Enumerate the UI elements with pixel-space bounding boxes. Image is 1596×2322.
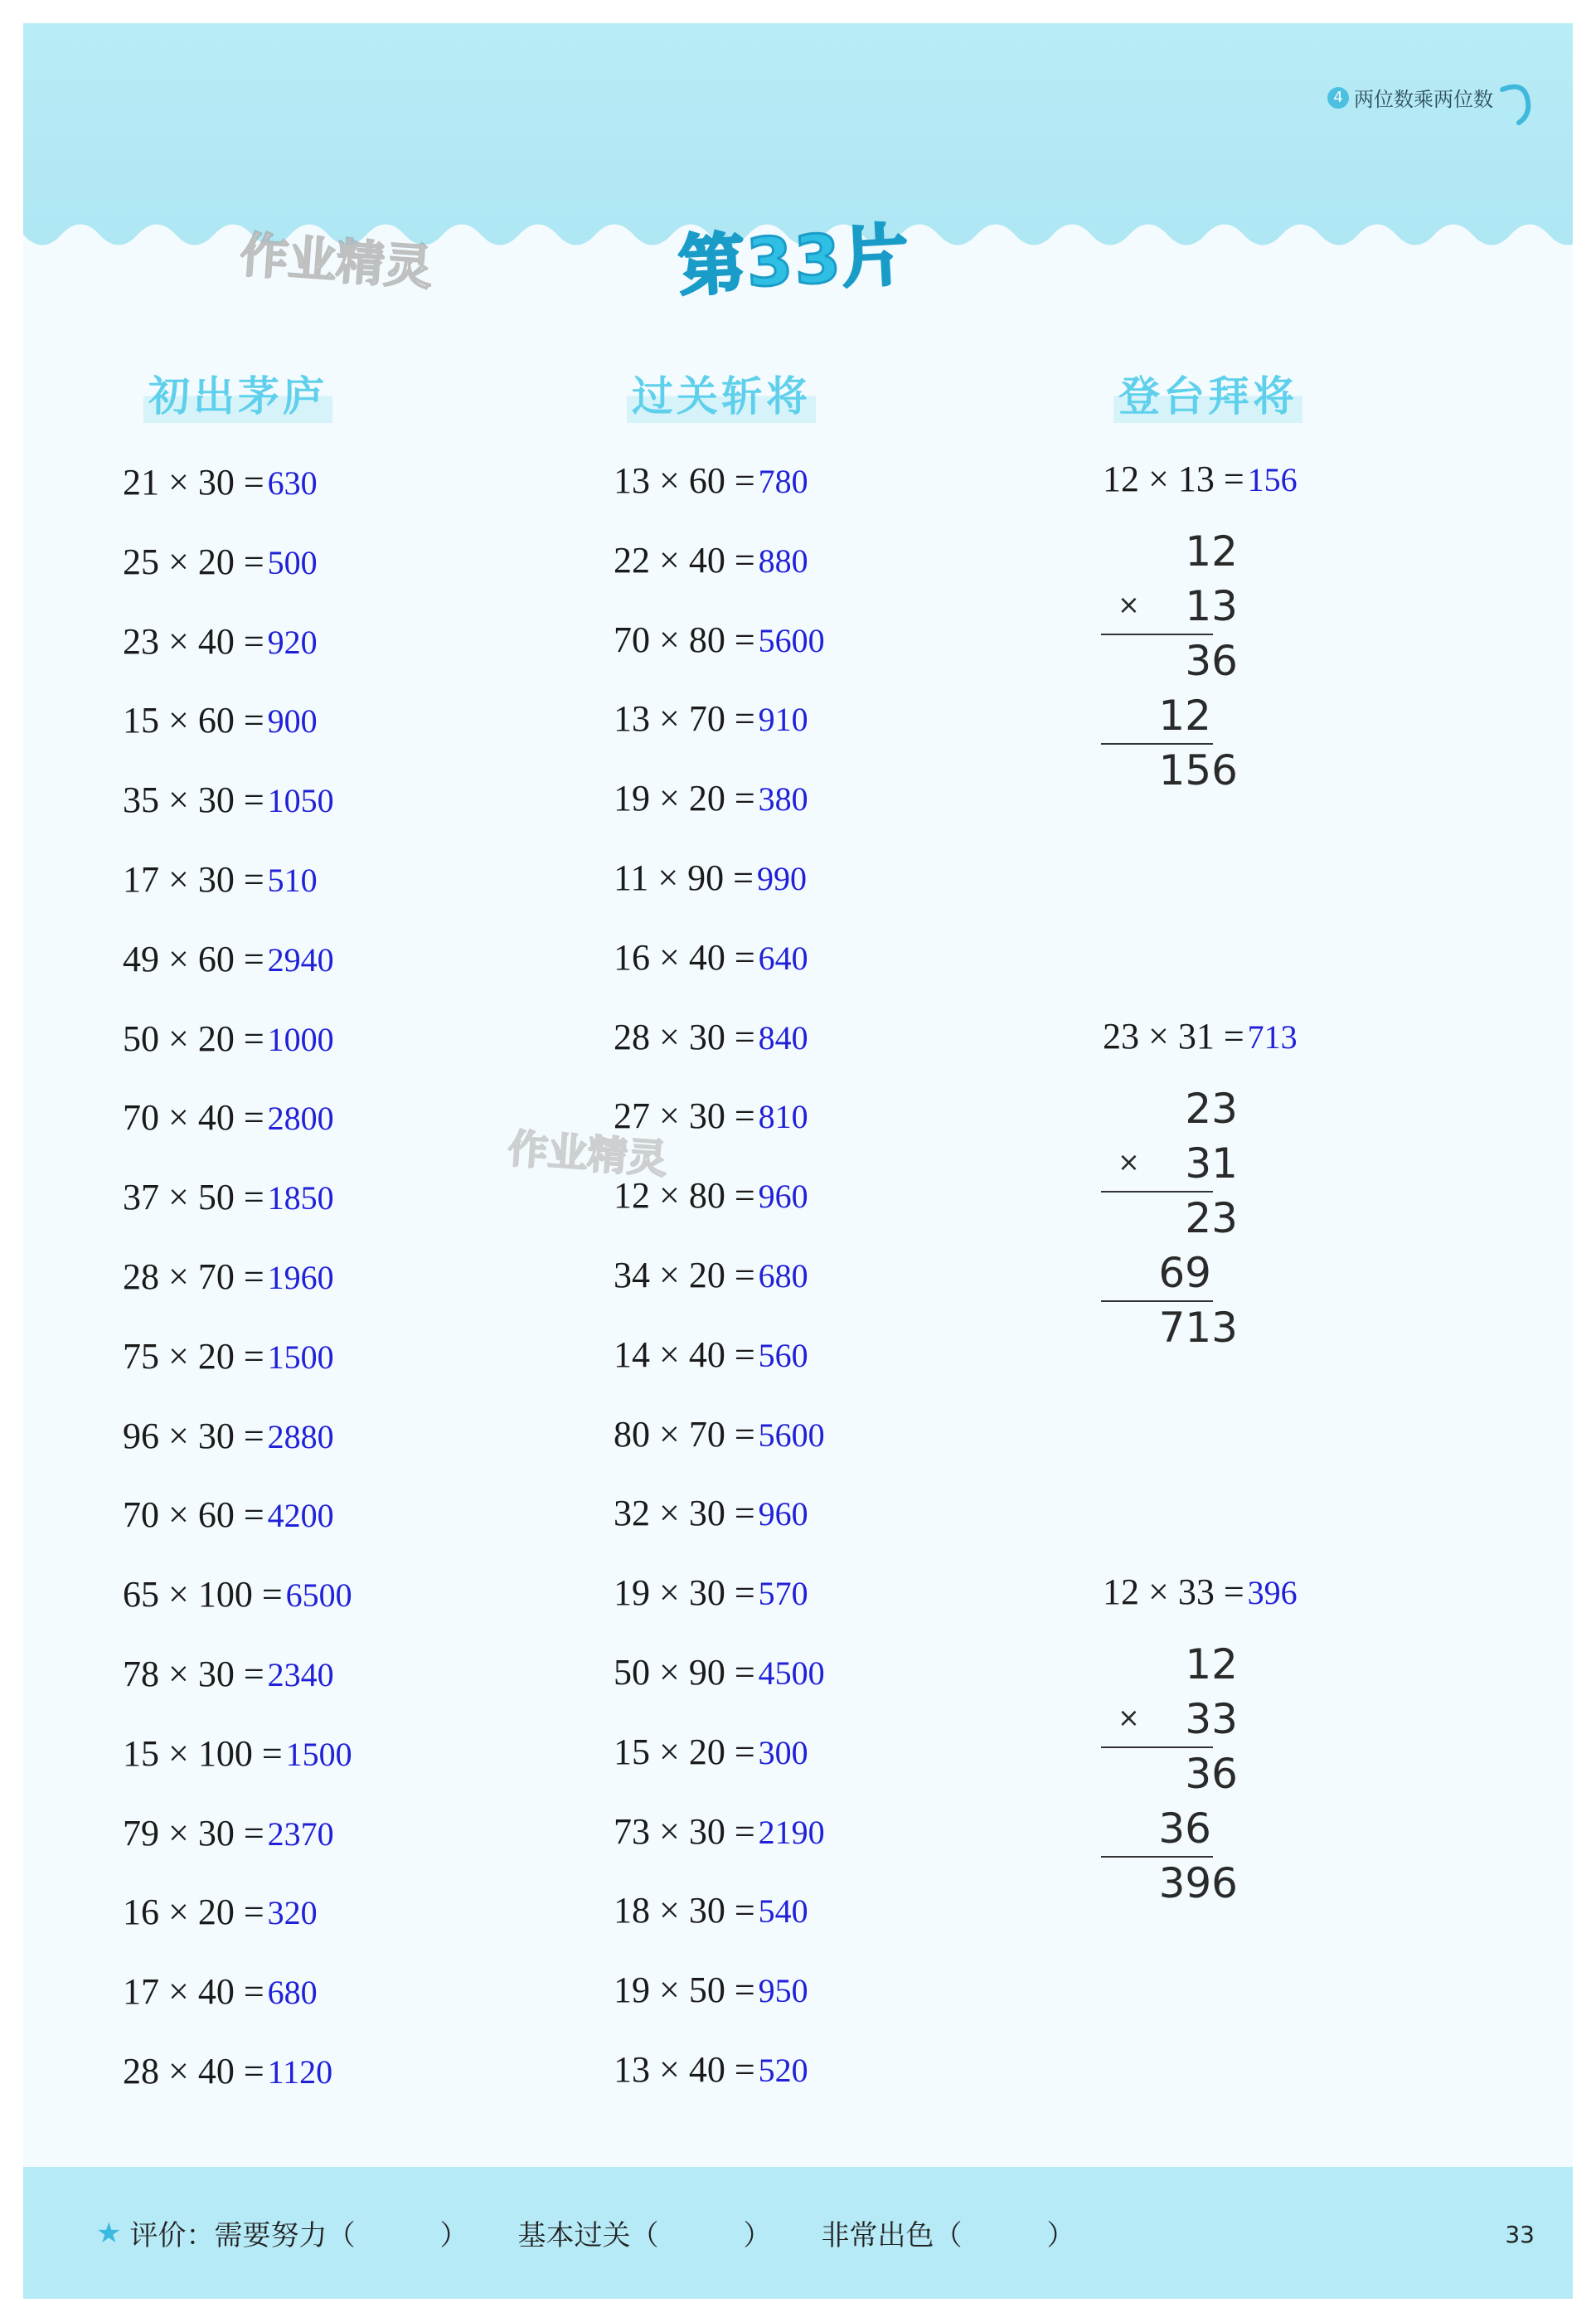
chapter-title: 两位数乘两位数 bbox=[1354, 88, 1493, 111]
equation-answer: 380 bbox=[758, 780, 808, 819]
equation-row bbox=[123, 461, 318, 503]
equation-question: 50 × 90 = bbox=[614, 1652, 755, 1693]
equation-question: 50 × 20 = bbox=[123, 1018, 264, 1059]
evaluation-label: 评价： bbox=[129, 2219, 215, 2252]
multiplicand: 12 bbox=[1185, 1640, 1238, 1688]
equation-question: 12 × 33 = bbox=[1103, 1571, 1244, 1612]
equation-question: 16 × 20 = bbox=[123, 1892, 264, 1933]
equation-answer: 2370 bbox=[267, 1814, 334, 1853]
evaluation-option-excellent[interactable]: 非常出色（ ） bbox=[821, 2219, 1075, 2252]
section-title-3: 登台拜将 bbox=[1113, 363, 1303, 423]
equation-question: 28 × 30 = bbox=[614, 1016, 755, 1057]
equation-answer: 780 bbox=[758, 463, 808, 500]
equation-row bbox=[614, 539, 808, 581]
equation-answer: 990 bbox=[757, 860, 807, 897]
multiplier: 13 bbox=[1185, 582, 1238, 630]
equation-row bbox=[614, 1492, 808, 1534]
equation-question: 14 × 40 = bbox=[614, 1333, 755, 1375]
equation-answer: 300 bbox=[758, 1733, 808, 1771]
equation-row bbox=[614, 777, 808, 819]
equation-answer: 1050 bbox=[267, 782, 334, 820]
equation-row bbox=[614, 1731, 808, 1773]
equation-answer: 520 bbox=[758, 2052, 808, 2089]
partial-product-2: 69 bbox=[1158, 1249, 1211, 1297]
equation-row bbox=[614, 1571, 808, 1614]
equation-question: 80 × 70 = bbox=[614, 1413, 755, 1455]
equation-answer: 2940 bbox=[267, 940, 334, 979]
partial-product-1: 23 bbox=[1185, 1194, 1238, 1242]
equation-row bbox=[614, 1969, 808, 2011]
equation-answer: 510 bbox=[267, 862, 318, 899]
equation-answer: 910 bbox=[758, 701, 808, 739]
equation-answer: 5600 bbox=[758, 1416, 825, 1454]
equation-row bbox=[123, 1256, 334, 1298]
underline-rule bbox=[1101, 743, 1213, 745]
equation-answer: 570 bbox=[758, 1575, 808, 1613]
underline-rule bbox=[1101, 1856, 1213, 1858]
equation-answer: 1850 bbox=[267, 1179, 334, 1217]
equation-answer: 713 bbox=[1247, 1018, 1298, 1056]
equation-answer: 1000 bbox=[267, 1020, 334, 1058]
equation-question: 23 × 31 = bbox=[1103, 1016, 1244, 1057]
equation-row bbox=[123, 1018, 334, 1060]
equation-row bbox=[614, 857, 807, 899]
equation-row bbox=[123, 699, 318, 741]
equation-question: 15 × 20 = bbox=[614, 1731, 755, 1772]
underline-rule bbox=[1101, 1300, 1213, 1302]
equation-answer: 680 bbox=[758, 1257, 808, 1295]
equation-answer: 2880 bbox=[267, 1417, 334, 1455]
equation-row bbox=[123, 1573, 352, 1615]
equation-answer: 2800 bbox=[267, 1100, 334, 1138]
equation-answer: 2340 bbox=[267, 1656, 334, 1693]
equation-row bbox=[123, 858, 318, 901]
swirl-icon bbox=[1498, 81, 1540, 131]
equation-answer: 680 bbox=[267, 1974, 318, 2012]
equation-question: 15 × 60 = bbox=[123, 700, 264, 741]
equation-answer: 500 bbox=[267, 543, 318, 581]
equation-question: 75 × 20 = bbox=[123, 1335, 264, 1377]
equation-answer: 950 bbox=[758, 1972, 808, 2010]
equation-answer: 640 bbox=[758, 939, 808, 977]
equation-answer: 880 bbox=[758, 542, 808, 580]
underline-rule bbox=[1101, 1746, 1213, 1748]
equation-answer: 960 bbox=[758, 1495, 808, 1533]
partial-product-1: 36 bbox=[1185, 1750, 1238, 1798]
equation-question: 70 × 80 = bbox=[614, 619, 755, 660]
equation-row bbox=[1103, 1571, 1298, 1613]
equation-row bbox=[123, 1732, 352, 1775]
equation-question: 22 × 40 = bbox=[614, 539, 755, 580]
watermark: 作业精灵 bbox=[238, 226, 434, 296]
equation-question: 18 × 30 = bbox=[614, 1890, 755, 1931]
equation-answer: 560 bbox=[758, 1336, 808, 1374]
equation-row bbox=[614, 2048, 808, 2091]
multiplicand: 23 bbox=[1185, 1085, 1238, 1133]
equation-row bbox=[614, 1810, 825, 1853]
equation-question: 37 × 50 = bbox=[123, 1177, 264, 1218]
equation-answer: 4200 bbox=[267, 1497, 334, 1535]
vertical-multiplication bbox=[1101, 1637, 1238, 1911]
multiplier: 31 bbox=[1185, 1139, 1238, 1188]
product: 156 bbox=[1158, 746, 1238, 794]
equation-row bbox=[614, 1333, 808, 1376]
equation-question: 78 × 30 = bbox=[123, 1654, 264, 1694]
equation-question: 21 × 30 = bbox=[123, 462, 264, 503]
equation-row bbox=[123, 1653, 334, 1695]
equation-row bbox=[614, 619, 825, 661]
equation-question: 15 × 100 = bbox=[123, 1732, 283, 1774]
evaluation-option-needs-work[interactable]: 需要努力（ ） bbox=[214, 2219, 468, 2252]
equation-answer: 2190 bbox=[758, 1813, 825, 1851]
equation-question: 96 × 30 = bbox=[123, 1415, 264, 1456]
equation-question: 19 × 20 = bbox=[614, 778, 755, 819]
times-sign: × bbox=[1118, 1146, 1140, 1178]
equation-question: 49 × 60 = bbox=[123, 938, 264, 979]
equation-question: 13 × 70 = bbox=[614, 698, 755, 740]
underline-rule bbox=[1101, 634, 1213, 635]
equation-row bbox=[614, 1016, 808, 1058]
equation-question: 11 × 90 = bbox=[614, 857, 754, 898]
equation-question: 25 × 20 = bbox=[123, 541, 264, 582]
times-sign: × bbox=[1118, 589, 1140, 620]
equation-row bbox=[614, 1254, 808, 1296]
equation-row bbox=[1103, 1015, 1298, 1057]
section-title-1: 初出茅庐 bbox=[143, 363, 332, 423]
equation-question: 28 × 40 = bbox=[123, 2051, 264, 2091]
chapter-tag bbox=[1327, 83, 1493, 112]
equation-row bbox=[123, 1415, 334, 1457]
multiplier: 33 bbox=[1185, 1695, 1238, 1743]
equation-row bbox=[614, 936, 808, 979]
evaluation-row bbox=[96, 2213, 1124, 2253]
equation-answer: 920 bbox=[267, 623, 318, 661]
equation-question: 17 × 30 = bbox=[123, 859, 264, 900]
equation-question: 34 × 20 = bbox=[614, 1255, 755, 1295]
multiplicand: 12 bbox=[1185, 527, 1238, 576]
equation-row bbox=[123, 1494, 334, 1536]
equation-answer: 1960 bbox=[267, 1259, 334, 1296]
product: 396 bbox=[1158, 1859, 1238, 1907]
times-sign: × bbox=[1118, 1702, 1140, 1733]
equation-question: 65 × 100 = bbox=[123, 1574, 283, 1615]
vertical-multiplication bbox=[1101, 1081, 1238, 1355]
equation-answer: 810 bbox=[758, 1098, 808, 1136]
underline-rule bbox=[1101, 1191, 1213, 1193]
partial-product-2: 36 bbox=[1158, 1805, 1211, 1853]
equation-row bbox=[123, 1096, 334, 1139]
equation-question: 23 × 40 = bbox=[123, 620, 264, 662]
equation-row bbox=[614, 1889, 808, 1931]
equation-question: 70 × 60 = bbox=[123, 1494, 264, 1536]
equation-row bbox=[123, 779, 334, 821]
equation-answer: 4500 bbox=[758, 1654, 825, 1692]
equation-question: 12 × 80 = bbox=[614, 1175, 755, 1217]
equation-row bbox=[614, 697, 808, 740]
equation-answer: 840 bbox=[758, 1018, 808, 1057]
equation-question: 19 × 50 = bbox=[614, 1970, 755, 2011]
equation-row bbox=[123, 541, 318, 583]
equation-row bbox=[614, 1413, 825, 1455]
star-icon: ★ bbox=[96, 2216, 122, 2250]
equation-question: 70 × 40 = bbox=[123, 1097, 264, 1139]
equation-question: 79 × 30 = bbox=[123, 1812, 264, 1853]
equation-question: 32 × 30 = bbox=[614, 1493, 755, 1534]
equation-row bbox=[123, 1891, 318, 1933]
partial-product-1: 36 bbox=[1185, 637, 1238, 685]
page-title: 第33片 bbox=[677, 216, 912, 306]
equation-question: 17 × 40 = bbox=[123, 1971, 264, 2013]
equation-answer: 320 bbox=[267, 1894, 318, 1932]
equation-question: 12 × 13 = bbox=[1103, 459, 1244, 499]
equation-answer: 156 bbox=[1247, 461, 1298, 498]
worksheet-page bbox=[23, 23, 1573, 2299]
equation-row bbox=[1103, 458, 1298, 500]
section-title-2: 过关斩将 bbox=[627, 363, 816, 423]
equation-row bbox=[123, 1176, 334, 1218]
equation-question: 28 × 70 = bbox=[123, 1256, 264, 1297]
equation-row bbox=[614, 1651, 825, 1693]
evaluation-option-pass[interactable]: 基本过关（ ） bbox=[517, 2219, 772, 2252]
equation-question: 16 × 40 = bbox=[614, 936, 755, 978]
equation-row bbox=[123, 620, 318, 663]
equation-question: 35 × 30 = bbox=[123, 780, 264, 821]
equation-answer: 1120 bbox=[267, 2053, 333, 2091]
vertical-multiplication bbox=[1101, 524, 1238, 798]
equation-row bbox=[614, 459, 808, 502]
page-number: 33 bbox=[1505, 2221, 1535, 2248]
equation-answer: 540 bbox=[758, 1892, 808, 1931]
equation-row bbox=[123, 1812, 334, 1854]
equation-answer: 5600 bbox=[758, 621, 825, 659]
watermark: 作业精灵 bbox=[506, 1125, 669, 1183]
partial-product-2: 12 bbox=[1158, 692, 1211, 740]
equation-answer: 6500 bbox=[285, 1576, 352, 1615]
equation-question: 13 × 40 = bbox=[614, 2049, 755, 2090]
product: 713 bbox=[1158, 1304, 1238, 1352]
equation-row bbox=[123, 2050, 332, 2092]
chapter-number-badge: 4 bbox=[1327, 87, 1349, 109]
equation-answer: 630 bbox=[267, 464, 318, 502]
equation-question: 73 × 30 = bbox=[614, 1810, 755, 1852]
equation-row bbox=[123, 1970, 318, 2013]
equation-answer: 1500 bbox=[267, 1338, 334, 1376]
equation-answer: 396 bbox=[1247, 1574, 1298, 1611]
equation-question: 13 × 60 = bbox=[614, 460, 755, 501]
equation-answer: 960 bbox=[758, 1178, 808, 1216]
equation-row bbox=[123, 1335, 334, 1377]
equation-row bbox=[123, 938, 334, 980]
equation-question: 19 × 30 = bbox=[614, 1572, 755, 1614]
equation-answer: 1500 bbox=[285, 1735, 352, 1773]
equation-question: 27 × 30 = bbox=[614, 1095, 755, 1137]
equation-answer: 900 bbox=[267, 702, 318, 741]
